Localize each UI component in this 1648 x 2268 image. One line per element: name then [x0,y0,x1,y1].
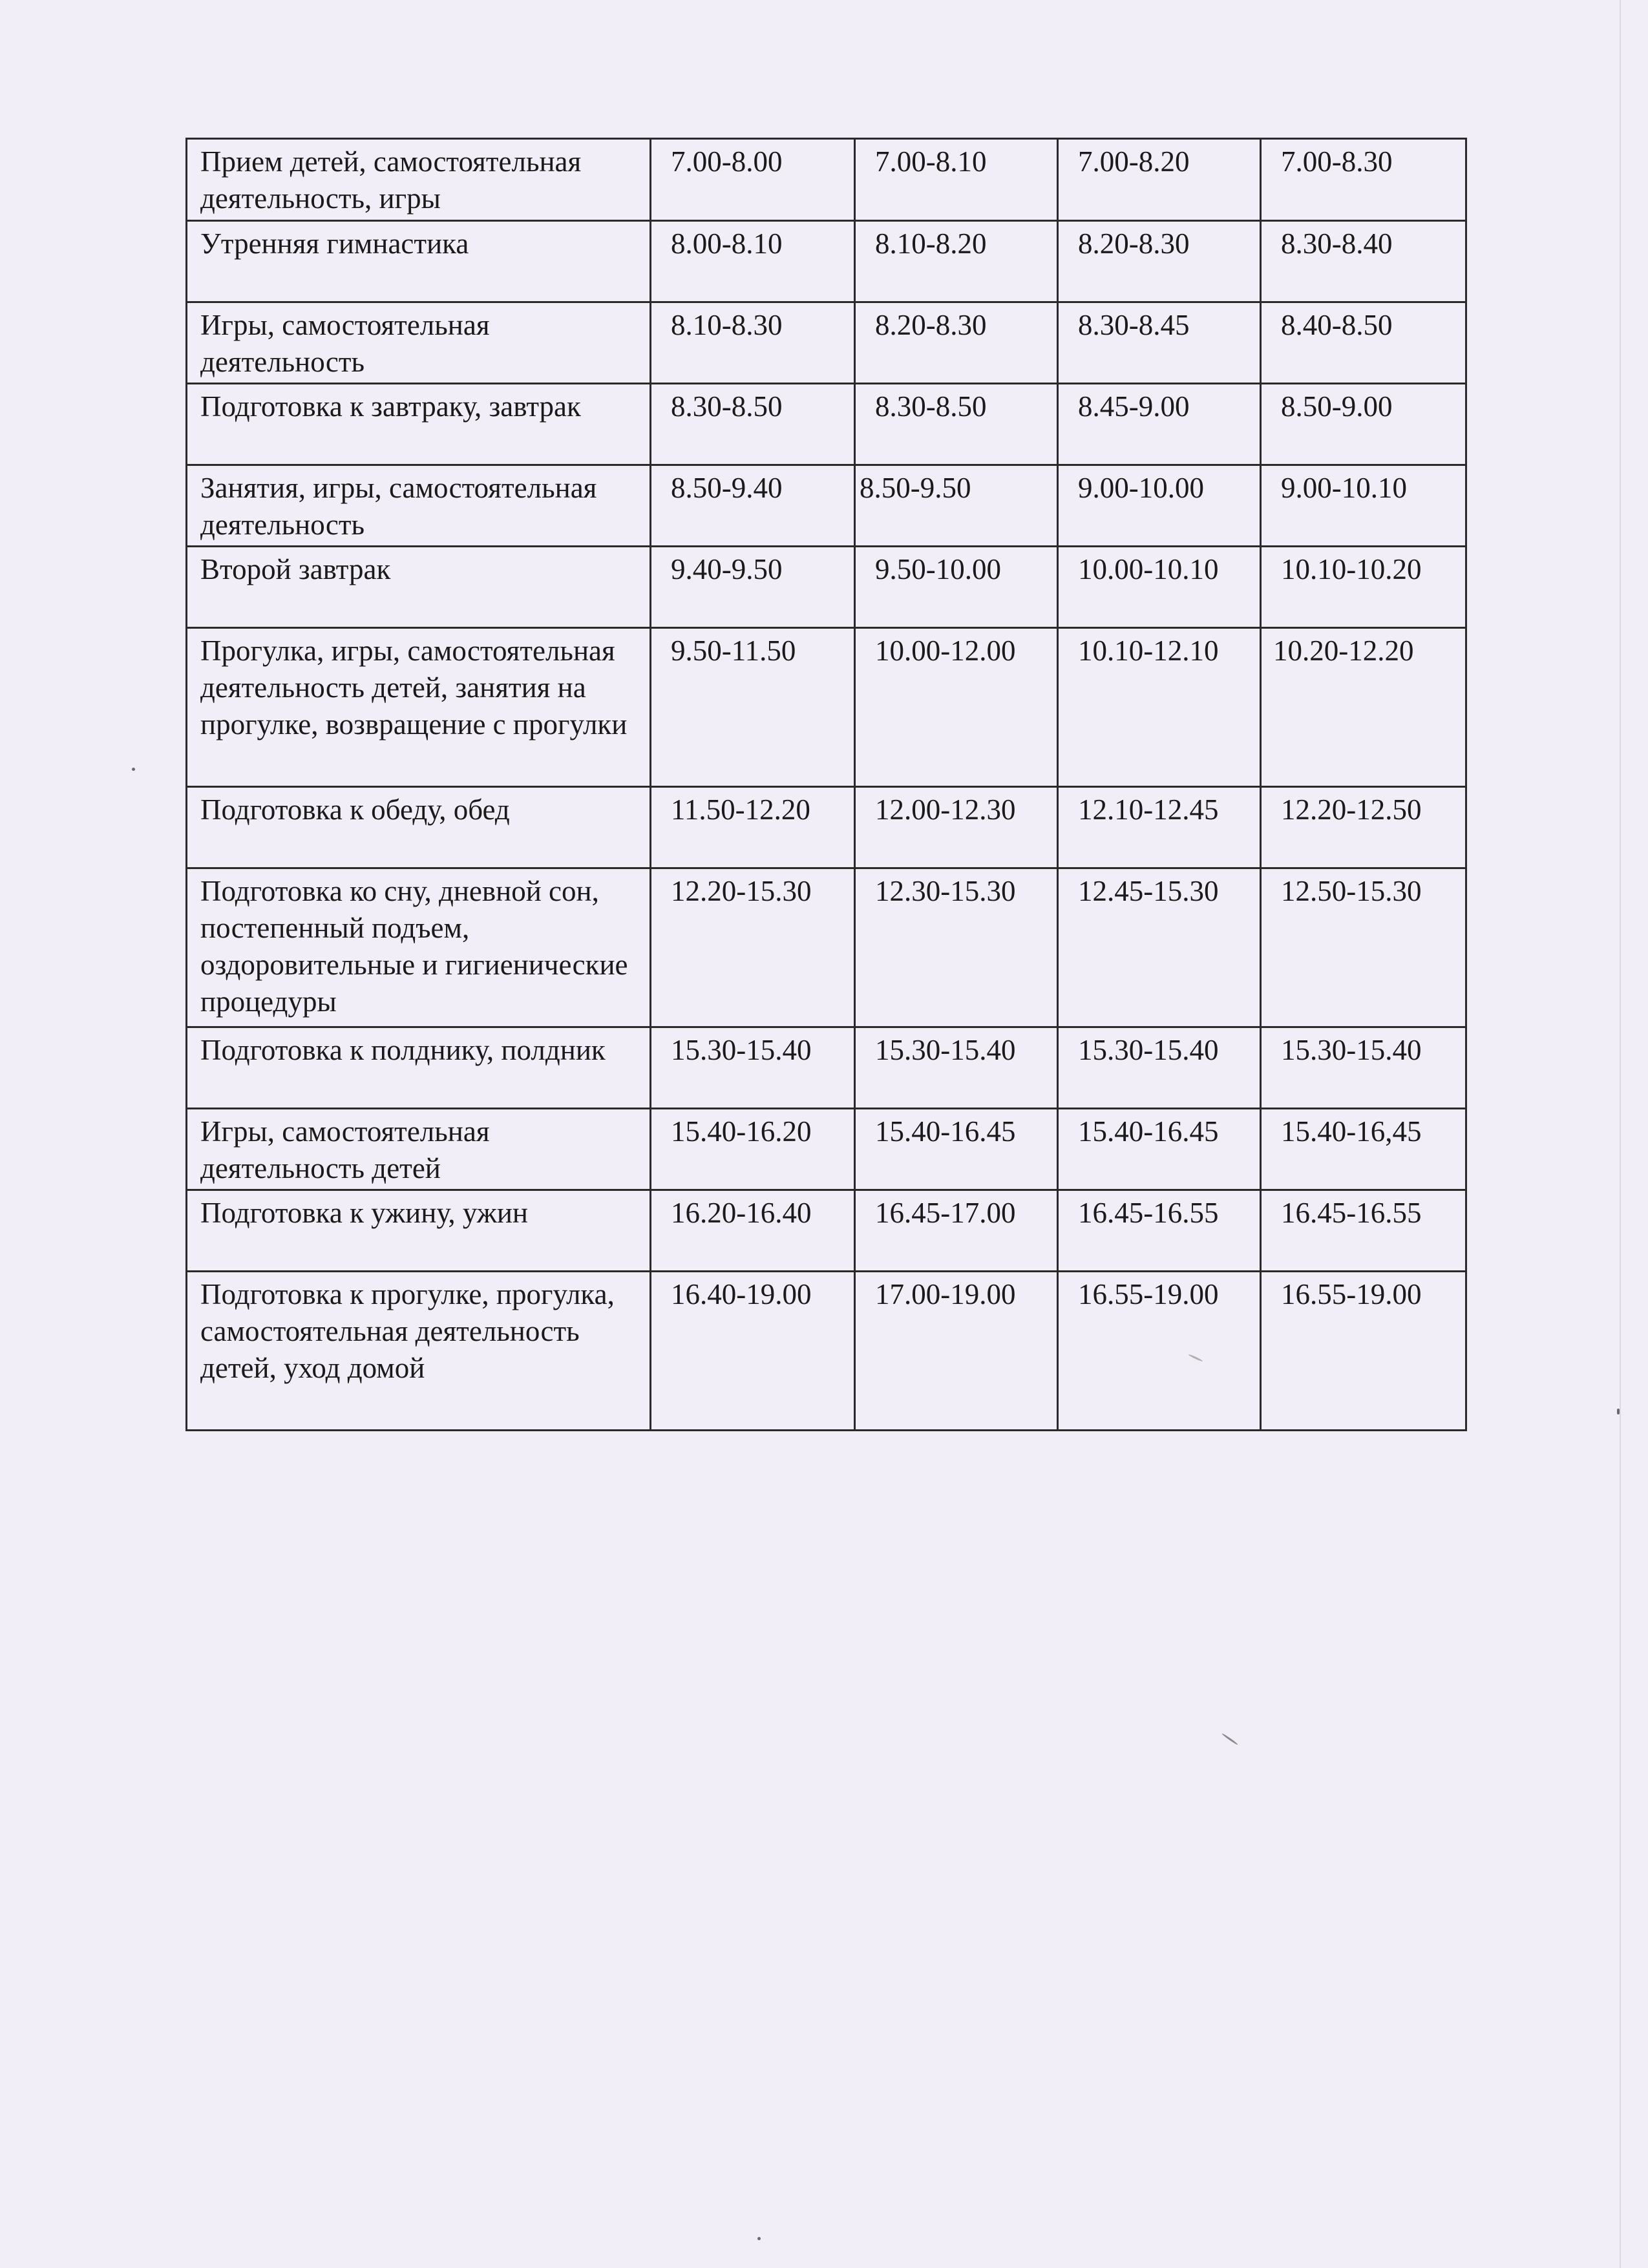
time-cell: 15.30-15.40 [855,1027,1058,1109]
time-cell: 12.50-15.30 [1261,868,1466,1027]
daily-schedule-table [185,138,1467,1431]
table-row [187,465,1466,547]
time-cell: 8.30-8.40 [1261,221,1466,302]
time-cell: 10.00-10.10 [1058,547,1261,628]
time-cell: 16.55-19.00 [1058,1272,1261,1431]
time-cell: 16.45-16.55 [1261,1190,1466,1272]
time-cell: 8.50-9.00 [1261,384,1466,465]
time-cell: 16.45-16.55 [1058,1190,1261,1272]
time-cell: 8.50-9.40 [651,465,855,547]
time-cell: 8.00-8.10 [651,221,855,302]
time-cell: 12.45-15.30 [1058,868,1261,1027]
table-row [187,1272,1466,1431]
time-cell: 10.00-12.00 [855,628,1058,787]
time-cell: 9.50-10.00 [855,547,1058,628]
activity-cell: Занятия, игры, самостоятельная деятельность [187,465,651,547]
time-cell: 16.40-19.00 [651,1272,855,1431]
time-cell: 7.00-8.10 [855,139,1058,221]
time-cell: 8.30-8.50 [855,384,1058,465]
activity-cell: Игры, самостоятельная деятельность [187,302,651,384]
time-cell: 8.20-8.30 [855,302,1058,384]
time-cell: 15.30-15.40 [1058,1027,1261,1109]
time-cell: 12.10-12.45 [1058,787,1261,868]
scan-speck [757,2237,761,2240]
time-cell: 12.30-15.30 [855,868,1058,1027]
activity-cell: Подготовка ко сну, дневной сон, постепенный подъем, оздоровительные и гигиенические процедуры [187,868,651,1027]
time-cell: 17.00-19.00 [855,1272,1058,1431]
time-cell: 16.45-17.00 [855,1190,1058,1272]
table-row [187,384,1466,465]
table-row [187,221,1466,302]
time-cell: 9.40-9.50 [651,547,855,628]
time-cell: 9.00-10.00 [1058,465,1261,547]
time-cell: 8.30-8.45 [1058,302,1261,384]
time-cell: 15.30-15.40 [651,1027,855,1109]
table-row [187,1190,1466,1272]
time-cell: 8.20-8.30 [1058,221,1261,302]
time-cell: 7.00-8.00 [651,139,855,221]
time-cell: 7.00-8.30 [1261,139,1466,221]
table-row [187,628,1466,787]
page-edge [1620,0,1621,2268]
time-cell: 12.20-12.50 [1261,787,1466,868]
time-cell: 12.20-15.30 [651,868,855,1027]
time-cell: 12.00-12.30 [855,787,1058,868]
time-cell: 15.40-16,45 [1261,1109,1466,1190]
time-cell: 8.30-8.50 [651,384,855,465]
activity-cell: Подготовка к прогулке, прогулка, самостоятельная деятельность детей, уход домой [187,1272,651,1431]
activity-cell: Подготовка к завтраку, завтрак [187,384,651,465]
activity-cell: Прогулка, игры, самостоятельная деятельность детей, занятия на прогулке, возвращение с прогулки [187,628,651,787]
time-cell: 9.00-10.10 [1261,465,1466,547]
time-cell: 10.20-12.20 [1261,628,1466,787]
time-cell: 9.50-11.50 [651,628,855,787]
activity-cell: Подготовка к ужину, ужин [187,1190,651,1272]
time-cell: 15.40-16.20 [651,1109,855,1190]
table-row [187,547,1466,628]
time-cell: 16.55-19.00 [1261,1272,1466,1431]
time-cell: 15.30-15.40 [1261,1027,1466,1109]
scan-speck [1221,1733,1238,1746]
scan-speck [132,768,135,771]
time-cell: 8.40-8.50 [1261,302,1466,384]
scan-speck [1617,1409,1620,1414]
time-cell: 10.10-12.10 [1058,628,1261,787]
time-cell: 10.10-10.20 [1261,547,1466,628]
table-row [187,1027,1466,1109]
time-cell: 11.50-12.20 [651,787,855,868]
activity-cell: Игры, самостоятельная деятельность детей [187,1109,651,1190]
activity-cell: Второй завтрак [187,547,651,628]
time-cell: 8.10-8.30 [651,302,855,384]
time-cell: 15.40-16.45 [1058,1109,1261,1190]
activity-cell: Подготовка к полднику, полдник [187,1027,651,1109]
activity-cell: Прием детей, самостоятельная деятельность, игры [187,139,651,221]
time-cell: 7.00-8.20 [1058,139,1261,221]
time-cell: 15.40-16.45 [855,1109,1058,1190]
time-cell: 8.10-8.20 [855,221,1058,302]
time-cell: 8.45-9.00 [1058,384,1261,465]
table-row [187,139,1466,221]
activity-cell: Подготовка к обеду, обед [187,787,651,868]
time-cell: 8.50-9.50 [855,465,1058,547]
activity-cell: Утренняя гимнастика [187,221,651,302]
table-row [187,1109,1466,1190]
time-cell: 16.20-16.40 [651,1190,855,1272]
table-row [187,302,1466,384]
table-row [187,787,1466,868]
table-row [187,868,1466,1027]
